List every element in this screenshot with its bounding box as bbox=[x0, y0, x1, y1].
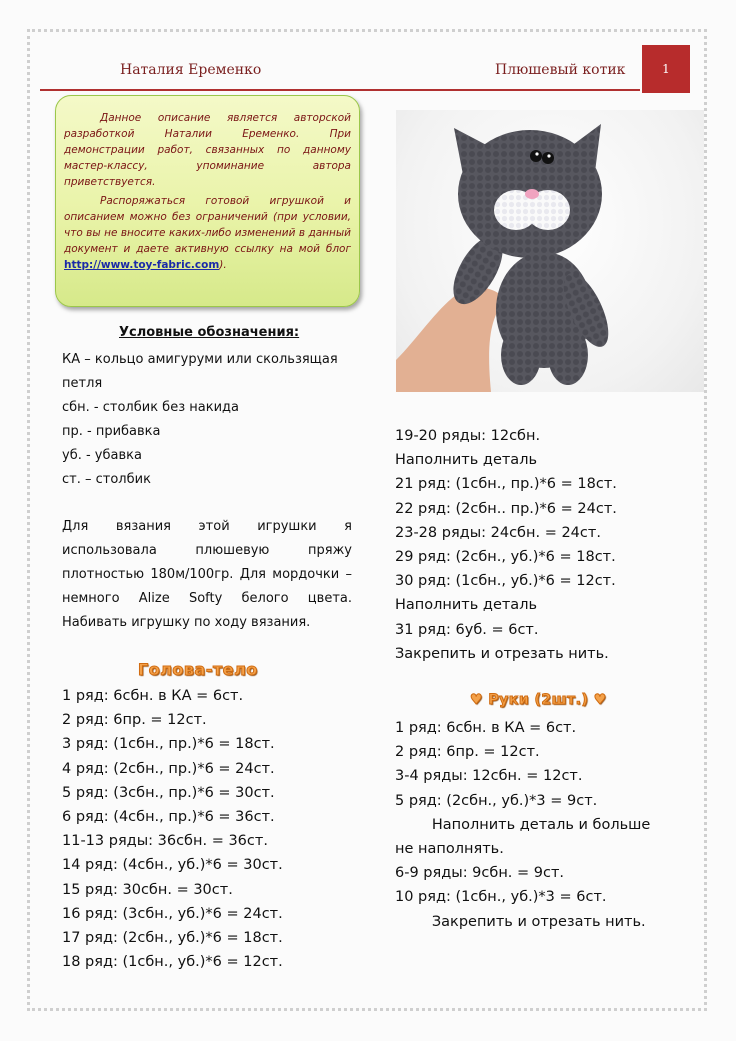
pattern-row: 22 ряд: (2сбн.. пр.)*6 = 24ст. bbox=[395, 500, 617, 517]
pattern-row: 3 ряд: (1сбн., пр.)*6 = 18ст. bbox=[62, 736, 275, 753]
pattern-row: 5 ряд: (3сбн., пр.)*6 = 30ст. bbox=[62, 784, 275, 801]
legend-item: уб. - убавка bbox=[62, 448, 142, 463]
header-title: Плюшевый котик bbox=[495, 62, 626, 78]
materials-paragraph: Для вязания этой игрушки я использовала плюшевую пряжу плотностью 180м/100гр. Для мордочки – немного Alize Softy белого цвета. Набивать игрушку по ходу вязания. bbox=[62, 519, 352, 630]
legend-item: сбн. - столбик без накида bbox=[62, 400, 239, 415]
page-number: 1 bbox=[642, 45, 690, 93]
pattern-row: 15 ряд: 30сбн. = 30ст. bbox=[62, 881, 233, 898]
pattern-row: 19-20 ряды: 12сбн. bbox=[395, 428, 541, 444]
pattern-row: Закрепить и отрезать нить. bbox=[395, 913, 646, 930]
notice-paragraph-1: Данное описание является авторской разработкой Наталии Еременко. При демонстрации работ, связанных по данному мастер-классу, упоминание автора приветствуется. bbox=[64, 112, 351, 188]
pattern-row: 30 ряд: (1сбн., уб.)*6 = 12ст. bbox=[395, 573, 616, 590]
pattern-row: 5 ряд: (2сбн., уб.)*3 = 9ст. bbox=[395, 792, 598, 809]
legend-list bbox=[62, 348, 362, 492]
legend-item: КА – кольцо амигуруми или скользящая bbox=[62, 352, 338, 367]
pattern-row: Наполнить деталь bbox=[395, 597, 538, 614]
pattern-row: 17 ряд: (2сбн., уб.)*6 = 18ст. bbox=[62, 930, 283, 947]
arms-section-title: ♥ Руки (2шт.) ♥ bbox=[470, 692, 607, 708]
pattern-row: 6 ряд: (4сбн., пр.)*6 = 36ст. bbox=[62, 809, 275, 826]
pattern-row: 11-13 ряды: 36сбн. = 36ст. bbox=[62, 833, 268, 850]
arms-rows bbox=[395, 716, 650, 934]
pattern-row: 6-9 ряды: 9сбн. = 9ст. bbox=[395, 865, 565, 882]
pattern-row: Наполнить деталь bbox=[395, 452, 538, 469]
pattern-row: 31 ряд: 6уб. = 6ст. bbox=[395, 621, 539, 638]
head-body-rows bbox=[62, 684, 283, 974]
copyright-notice bbox=[55, 95, 360, 307]
pattern-row: 29 ряд: (2сбн., уб.)*6 = 18ст. bbox=[395, 549, 616, 566]
pattern-row: не наполнять. bbox=[395, 841, 504, 858]
pattern-row: 21 ряд: (1сбн., пр.)*6 = 18ст. bbox=[395, 476, 617, 493]
pattern-row: 14 ряд: (4сбн., уб.)*6 = 30ст. bbox=[62, 857, 283, 874]
pattern-row: 1 ряд: 6сбн. в КА = 6ст. bbox=[395, 720, 577, 736]
header-rule bbox=[40, 89, 640, 91]
header-author: Наталия Еременко bbox=[120, 62, 262, 78]
pattern-row: 1 ряд: 6сбн. в КА = 6ст. bbox=[62, 688, 244, 704]
pattern-row: 2 ряд: 6пр. = 12ст. bbox=[62, 712, 207, 729]
head-body-rows-continued bbox=[395, 424, 617, 666]
pattern-row: 18 ряд: (1сбн., уб.)*6 = 12ст. bbox=[62, 954, 283, 971]
blog-link[interactable]: http://www.toy-fabric.com bbox=[64, 259, 220, 271]
pattern-row: Закрепить и отрезать нить. bbox=[395, 645, 609, 662]
legend-item: ст. – столбик bbox=[62, 472, 151, 487]
head-body-section-title: Голова-тело bbox=[138, 660, 258, 679]
pattern-row: 2 ряд: 6пр. = 12ст. bbox=[395, 744, 540, 761]
notice-paragraph-2 bbox=[64, 193, 351, 273]
legend-item: петля bbox=[62, 376, 103, 391]
pattern-row: 10 ряд: (1сбн., уб.)*3 = 6ст. bbox=[395, 889, 607, 906]
toy-photo bbox=[396, 110, 704, 392]
notice-link-suffix: ). bbox=[219, 259, 227, 271]
notice-paragraph-2-text: Распоряжаться готовой игрушкой и описанием можно без ограничений (при условии, что вы не вносите каких-либо изменений в данный документ и даете активную ссылку на мой блог bbox=[64, 195, 351, 255]
pattern-row: 16 ряд: (3сбн., уб.)*6 = 24ст. bbox=[62, 905, 283, 922]
legend-item: пр. - прибавка bbox=[62, 424, 161, 439]
pattern-row: 23-28 ряды: 24сбн. = 24ст. bbox=[395, 524, 601, 541]
pattern-row: 3-4 ряды: 12сбн. = 12ст. bbox=[395, 768, 583, 785]
pattern-row: Наполнить деталь и больше bbox=[395, 816, 651, 833]
cat-toy-illustration bbox=[396, 110, 704, 392]
pattern-row: 4 ряд: (2сбн., пр.)*6 = 24ст. bbox=[62, 760, 275, 777]
legend-title: Условные обозначения: bbox=[119, 325, 300, 340]
